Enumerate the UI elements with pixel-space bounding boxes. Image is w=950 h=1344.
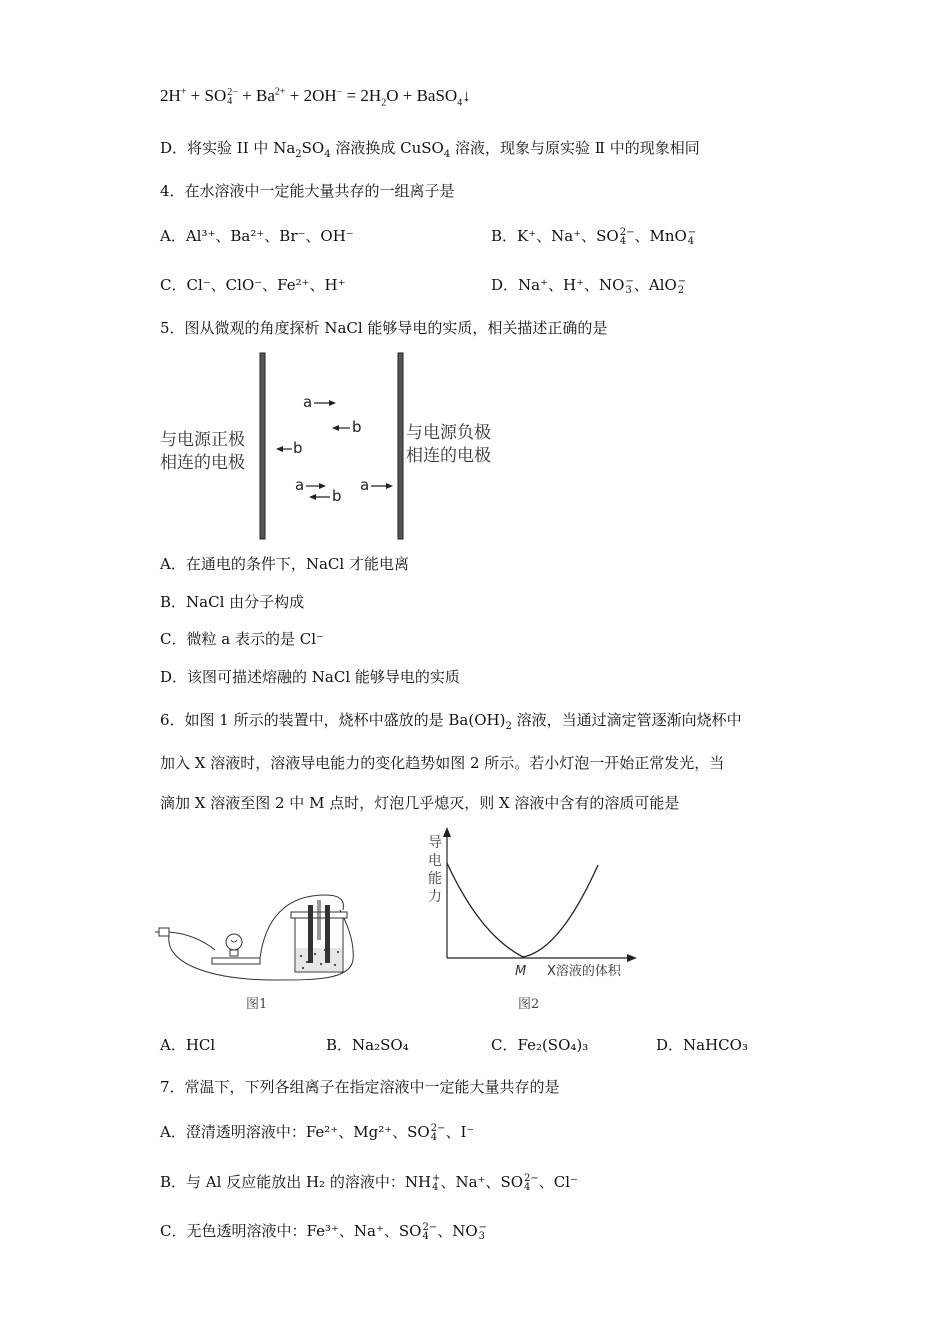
particle-b-1: b [352,418,362,436]
q6-option-a: A．HCl [160,1036,216,1054]
q6-option-d: D．NaHCO₃ [656,1036,748,1054]
y-axis-char-2: 电 [428,853,442,869]
q4-option-d: D．Na⁺、H⁺、NO − 3 、AlO − 2 [491,276,687,296]
q4-option-b: B．K⁺、Na⁺、SO 2− 4 、MnO − 4 [491,227,697,247]
q6-stem-2: 加入 X 溶液时，溶液导电能力的变化趋势如图 2 所示。若小灯泡一开始正常发光，当 [160,754,725,772]
q7-option-a: A．澄清透明溶液中：Fe²⁺、Mg²⁺、SO 2− 4 、I⁻ [160,1123,475,1143]
figure-1-caption: 图1 [246,997,268,1012]
y-axis-char-1: 导 [428,835,442,851]
q7-option-c: C．无色透明溶液中：Fe³⁺、Na⁺、SO 2− 4 、NO − 3 [160,1222,488,1242]
q4-option-c: C．Cl⁻、ClO⁻、Fe²⁺、H⁺ [160,276,346,294]
conductivity-curve [447,863,598,957]
particle-a-3: a [360,476,370,494]
q4-option-a: A．Al³⁺、Ba²⁺、Br⁻、OH⁻ [160,227,354,245]
equation-line: 2H+ + SO 2− 4 + $Ba^{2+} + 2OH^- = 2H_2O$ + BaSO$_4$↓ [160,86,471,109]
q5-option-d: D．该图可描述熔融的 NaCl 能够导电的实质 [160,668,460,686]
q6-option-c: C．Fe₂(SO₄)₃ [491,1036,589,1054]
y-axis-char-3: 能 [428,871,442,887]
q3-option-d: D．将实验 II 中 $Na_2SO_4$ 溶液换成 CuSO$_4$ 溶液，现象与原实验 Ⅱ 中的现象相同 [160,139,700,160]
q7-option-b: B．与 Al 反应能放出 H₂ 的溶液中：NH + 4 、Na⁺、SO 2− 4 、Cl⁻ [160,1173,578,1193]
particle-a-1: a [303,393,313,411]
q5-option-b: B．NaCl 由分子构成 [160,593,305,611]
point-m-label: M [515,964,527,979]
y-axis-char-4: 力 [428,889,442,905]
left-electrode-label-1: 与电源正极 [160,430,245,450]
q7-stem: 7．常温下，下列各组离子在指定溶液中一定能大量共存的是 [160,1078,560,1096]
right-electrode-label-2: 相连的电极 [406,446,491,466]
left-electrode-label-2: 相连的电极 [160,453,245,473]
q5-stem: 5．图从微观的角度探析 NaCl 能够导电的实质，相关描述正确的是 [160,319,608,337]
particle-b-2: b [293,439,303,457]
q6-stem-1: 6．如图 1 所示的装置中，烧杯中盛放的是 $Ba(OH)_2$ 溶液，当通过滴定管逐渐向烧杯中 [160,711,742,732]
q6-option-b: B．Na₂SO₄ [326,1036,409,1054]
particle-b-3: b [332,487,342,505]
figure-2-caption: 图2 [518,997,540,1012]
q5-option-c: C．微粒 a 表示的是 Cl⁻ [160,630,324,648]
q6-stem-3: 滴加 X 溶液至图 2 中 M 点时，灯泡几乎熄灭，则 X 溶液中含有的溶质可能是 [160,794,680,812]
electrolysis-diagram [150,345,530,549]
right-electrode-label-1: 与电源负极 [406,423,491,443]
q5-option-a: A．在通电的条件下，NaCl 才能电离 [160,555,409,573]
q4-stem: 4．在水溶液中一定能大量共存的一组离子是 [160,182,455,200]
x-axis-label: X溶液的体积 [547,964,621,979]
figure-2-conductivity-graph [395,825,655,989]
particle-a-2: a [295,476,305,494]
